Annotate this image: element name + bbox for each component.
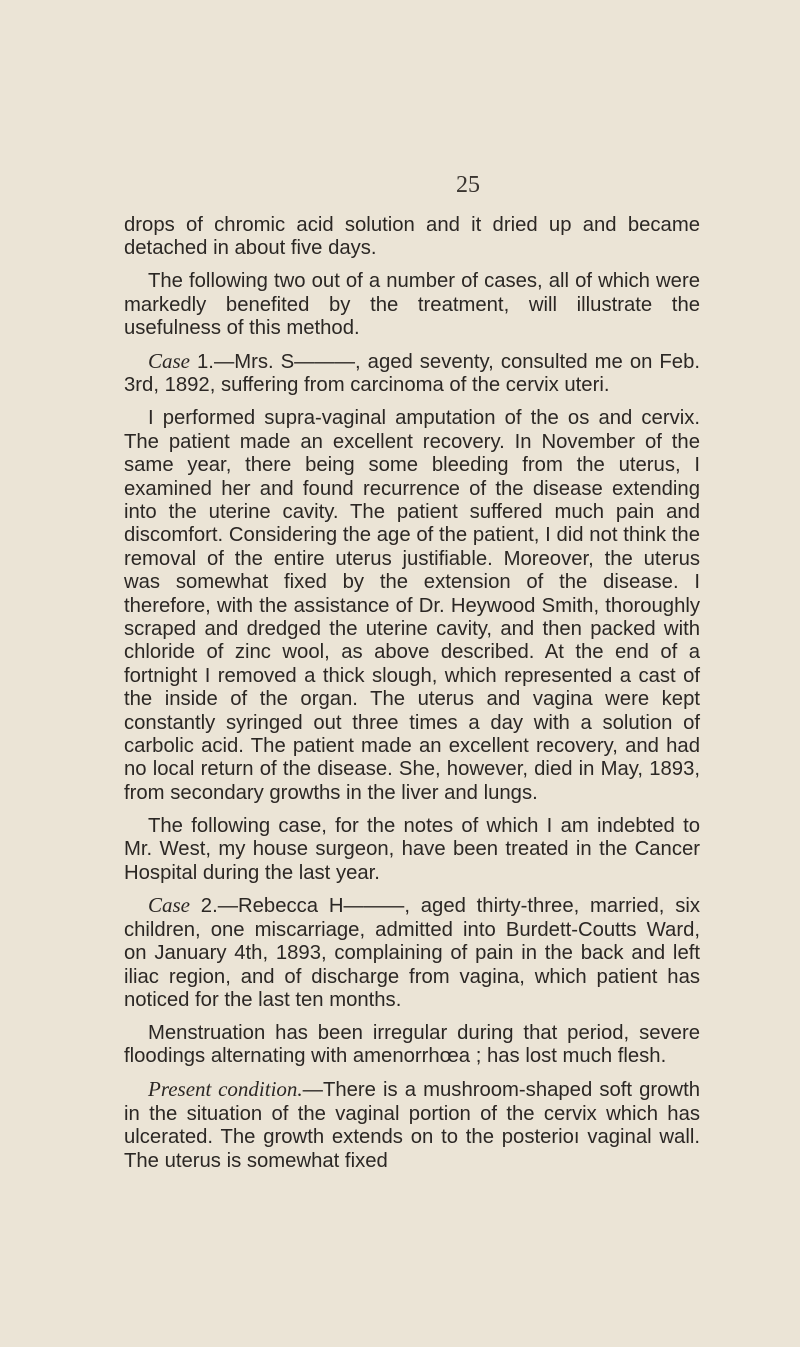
case-2-label: Case — [148, 893, 190, 918]
case-2-text: —Rebecca H———, aged thirty-three, married, six children, one miscarriage, admitted into Burdett-Coutts Ward, on January 4th, 1893, complaining of pain in the back and left iliac region, and of discharge from vagina, which patient has noticed for the last ten months. — [124, 895, 700, 1012]
paragraph-following-case: The following case, for the notes of which I am indebted to Mr. West, my house surgeon, have been treated in the Cancer Hospital during the last year. — [124, 814, 700, 884]
paragraph-menstruation: Menstruation has been irregular during that period, severe floodings alternating with amenorrhœa ; has lost much flesh. — [124, 1022, 700, 1068]
paragraph-continuation: drops of chromic acid solution and it dried up and became detached in about five days. — [124, 214, 700, 260]
paragraph-intro-cases: The following two out of a number of cases, all of which were markedly benefited by the treatment, will illustrate the usefulness of this method. — [124, 270, 700, 340]
present-condition-text: —There is a mushroom-shaped soft growth in the situation of the vaginal portion of the cervix which has ulcerated. The growth extends on to the posterioı vaginal wall. The uterus is somewhat fixed — [124, 1079, 700, 1172]
page-number: 25 — [456, 172, 480, 198]
present-condition-label: Present condition. — [148, 1077, 303, 1102]
case-2-number: 2. — [200, 895, 218, 918]
paragraph-case-2 — [124, 894, 700, 1012]
paragraph-case-1 — [124, 350, 700, 398]
case-1-number: 1. — [197, 351, 214, 374]
paragraph-case-1-treatment: I performed supra-vaginal amputation of the os and cervix. The patient made an excellent recovery. In November of the same year, there being some bleeding from the uterus, I examined her and found recurrence of the disease extending into the uterine cavity. The patient suffered much pain and discomfort. Considering the age of the patient, I did not think the removal of the entire uterus justifiable. Moreover, the uterus was somewhat fixed by the extension of the disease. I therefore, with the assistance of Dr. Heywood Smith, thoroughly scraped and dredged the uterine cavity, and then packed with chloride of zinc wool, as above described. At the end of a fortnight I removed a thick slough, which represented a cast of the inside of the organ. The uterus and vagina were kept constantly syringed out three times a day with a solution of carbolic acid. The patient made an excellent recovery, and had no local return of the disease. She, however, died in May, 1893, from secondary growths in the liver and lungs. — [124, 407, 700, 804]
case-1-label: Case — [148, 349, 190, 374]
paragraph-present-condition — [124, 1078, 700, 1173]
case-1-text: —Mrs. S———, aged seventy, consulted me on Feb. 3rd, 1892, suffering from carcinoma of the cervix uteri. — [124, 351, 700, 397]
body-text — [124, 214, 700, 1173]
